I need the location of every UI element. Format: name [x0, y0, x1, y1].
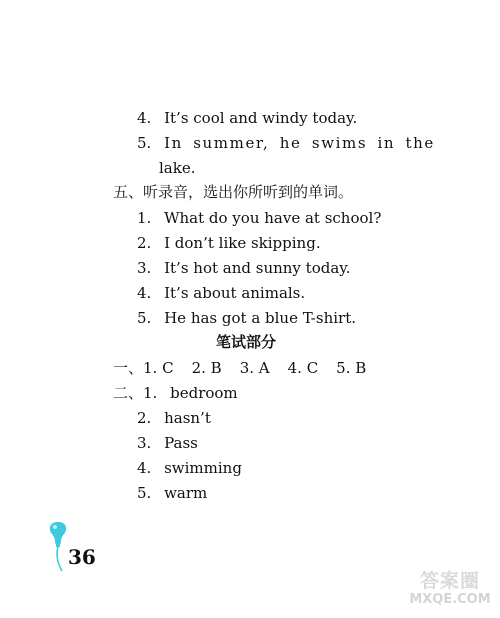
item-text: swimming [164, 459, 242, 477]
list-item [137, 408, 211, 428]
item-text: What do you have at school? [164, 209, 382, 227]
item-number: 3. [137, 259, 152, 277]
list-item [137, 483, 207, 503]
item-text: I don’t like skipping. [164, 234, 321, 252]
item-number: 5. [137, 309, 152, 327]
item-number: 5. [137, 484, 152, 502]
list-item [137, 133, 435, 153]
item-number: 1. [143, 384, 158, 402]
item-number: 2. [137, 234, 152, 252]
list-item [113, 383, 238, 403]
item-text: It’s hot and sunny today. [164, 259, 351, 277]
answer-item: 2. B [191, 359, 222, 377]
item-text: In summer, he swims in the [164, 134, 435, 152]
item-number: 4. [137, 109, 152, 127]
item-number: 4. [137, 459, 152, 477]
item-text: He has got a blue T-shirt. [164, 309, 356, 327]
item-text: It’s cool and windy today. [164, 109, 358, 127]
answer-item: 5. B [336, 359, 367, 377]
item-text: Pass [164, 434, 198, 452]
watermark-logo [406, 570, 494, 614]
answer-item: 1. C [143, 359, 174, 377]
list-item [137, 433, 198, 453]
item-text: hasn’t [164, 409, 211, 427]
list-item [137, 458, 242, 478]
page-number: 36 [68, 545, 96, 569]
item-text: It’s about animals. [164, 284, 306, 302]
written-section-title: 笔试部分 [216, 333, 277, 351]
item-text: lake. [159, 159, 196, 177]
item-number: 3. [137, 434, 152, 452]
list-item [137, 108, 357, 128]
list-item [137, 308, 356, 328]
watermark-bottom-text: MXQE.COM [409, 592, 491, 607]
watermark-top-text: 答案圈 [419, 570, 480, 592]
list-item-continuation [159, 158, 195, 178]
part2-label: 二、 [113, 384, 144, 402]
item-text: warm [164, 484, 208, 502]
answer-item: 3. A [239, 359, 270, 377]
part1-answers-row [113, 358, 366, 378]
list-item [137, 233, 321, 253]
item-text: bedroom [170, 384, 238, 402]
section-title: 五、听录音，选出你所听到的单词。 [113, 183, 354, 201]
list-item [137, 283, 305, 303]
item-number: 5. [137, 134, 152, 152]
answer-item: 4. C [287, 359, 319, 377]
item-number: 1. [137, 209, 152, 227]
item-number: 4. [137, 284, 152, 302]
part1-label: 一、 [113, 359, 144, 377]
item-number: 2. [137, 409, 152, 427]
list-item [137, 208, 381, 228]
list-item [137, 258, 351, 278]
